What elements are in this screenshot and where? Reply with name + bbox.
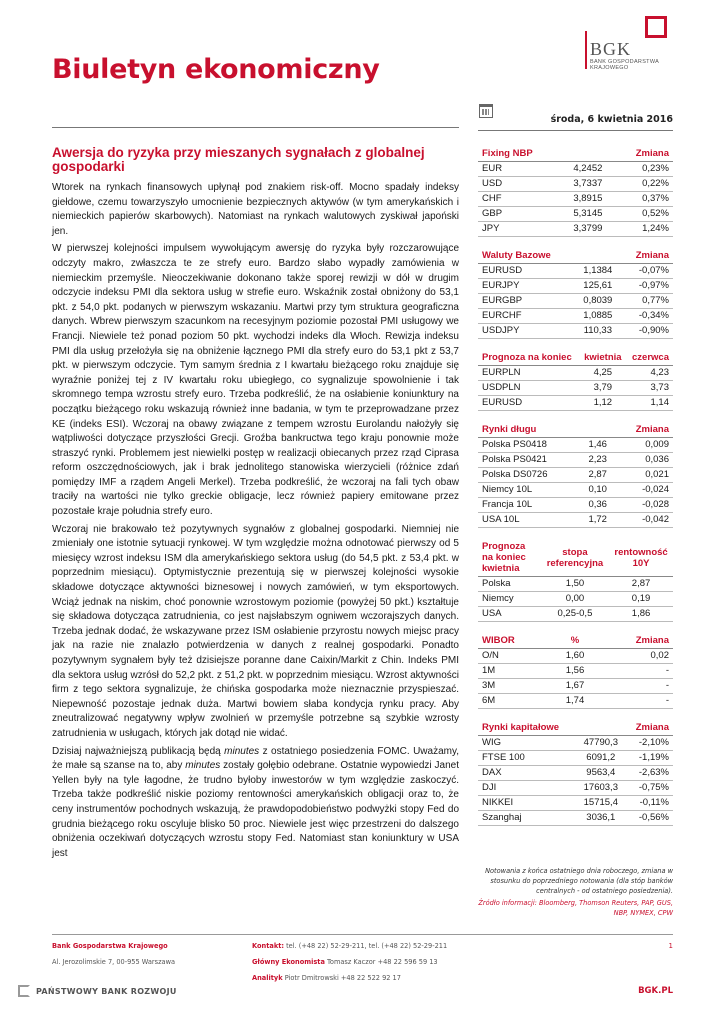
table-row (478, 607, 673, 622)
table-row (478, 396, 673, 411)
debt-cell: 0,10 (579, 483, 616, 498)
rates-cell: Niemcy (478, 592, 541, 607)
rates-cell: 0,00 (541, 592, 609, 607)
fixing-cell: GBP (478, 207, 562, 222)
wibor-cell: 1,74 (551, 694, 599, 709)
wibor-table (478, 633, 673, 709)
notes-source: Źródło informacji: Bloomberg, Thomson Reuters, PAP, GUS, NBP, NYMEX, CPW (478, 899, 673, 917)
calendar-icon (479, 104, 493, 118)
table-row (478, 381, 673, 396)
forecast-cell: 3,73 (626, 381, 673, 396)
table-row (478, 324, 673, 339)
table-row (478, 483, 673, 498)
fx-cell: 0,8039 (575, 294, 622, 309)
debt-cell: USA 10L (478, 513, 579, 528)
table-row (478, 664, 673, 679)
page-number: 1 (668, 942, 673, 950)
equity-cell: -0,75% (625, 781, 673, 796)
pbr-brand (18, 985, 177, 997)
footer-bank (52, 941, 175, 967)
table-row (478, 309, 673, 324)
fixing-cell: 3,7337 (562, 177, 615, 192)
table-row (478, 294, 673, 309)
fx-cell: 110,33 (575, 324, 622, 339)
fx-cell: EURCHF (478, 309, 575, 324)
fixing-cell: 3,3799 (562, 222, 615, 237)
fx-cell: -0,07% (621, 264, 673, 279)
table-row (478, 162, 673, 177)
rates-header-0: Prognoza na koniec kwietnia (478, 539, 541, 577)
table-row (478, 279, 673, 294)
debt-header-2: Zmiana (616, 422, 673, 438)
market-sidebar (478, 146, 673, 826)
equity-cell: -2,10% (625, 736, 673, 751)
footer-bank-name: Bank Gospodarstwa Krajowego (52, 942, 168, 950)
equity-cell: -2,63% (625, 766, 673, 781)
footer-contacts (252, 941, 447, 983)
equity-cell: 15715,4 (576, 796, 625, 811)
debt-cell: 0,009 (616, 438, 673, 453)
table-row (478, 468, 673, 483)
table-row (478, 679, 673, 694)
fx-cell: 1,0885 (575, 309, 622, 324)
equity-cell: DJI (478, 781, 576, 796)
wibor-cell: - (599, 694, 673, 709)
wibor-cell: 1,56 (551, 664, 599, 679)
debt-cell: 1,46 (579, 438, 616, 453)
table-row (478, 811, 673, 826)
rates-table (478, 539, 673, 622)
contact-label: Kontakt: (252, 942, 284, 950)
contact-phones: tel. (+48 22) 52-29-211, tel. (+48 22) 52-29-211 (284, 942, 448, 950)
equity-cell: FTSE 100 (478, 751, 576, 766)
fx-header-1 (575, 248, 622, 264)
wibor-cell: 1,67 (551, 679, 599, 694)
forecast-header-2: czerwca (626, 350, 673, 366)
fx-cell: -0,97% (621, 279, 673, 294)
table-row (478, 207, 673, 222)
equity-header-0: Rynki kapitałowe (478, 720, 576, 736)
debt-cell: -0,042 (616, 513, 673, 528)
debt-cell: Niemcy 10L (478, 483, 579, 498)
fixing-cell: 1,24% (614, 222, 673, 237)
analyst-label: Analityk (252, 974, 283, 982)
wibor-cell: 6M (478, 694, 551, 709)
debt-cell: Polska PS0421 (478, 453, 579, 468)
fx-cell: EURJPY (478, 279, 575, 294)
debt-cell: 2,23 (579, 453, 616, 468)
fx-cell: -0,90% (621, 324, 673, 339)
p4-italic-2: minutes (185, 760, 221, 772)
article (52, 146, 459, 864)
rates-header-1: stopa referencyjna (541, 539, 609, 577)
table-row (478, 438, 673, 453)
table-row (478, 222, 673, 237)
fixing-cell: 0,22% (614, 177, 673, 192)
wibor-header-0: WIBOR (478, 633, 551, 649)
forecast-cell: 1,14 (626, 396, 673, 411)
fixing-cell: JPY (478, 222, 562, 237)
logo-bar (585, 31, 587, 69)
article-headline: Awersja do ryzyka przy mieszanych sygnałach z globalnej gospodarki (52, 145, 425, 174)
article-paragraph-3: Wczoraj nie brakowało też pozytywnych sygnałów z globalnej gospodarki. Niemniej nie zmieniały one istotnie sytuacji rynkowej. W tym względzie można odnotować pierwszy od 5 miesięcy wzrost indeksu ISM dla amerykańskiego sektora usług (do 54,5 pkt. z 53,4 pkt. w poprzednim miesiącu). Optymistycznie prezentują się w pierwszej kolejności wysokie składowe dotyczące aktywności biznesowej i nowych zamówień, w tym eksportowych. Wciąż jednak na niskim, choć ponownie wzrostowym poziomie (powyżej 50 pkt.) kształtuje się składowa dotycząca zatrudnienia, co jest najsłabszym ogniwem wczorajszych danych. Trzeba jednak dodać, że wskazywane przez ISM osłabienie przyrostu nowych miejsc pracy jak na razie nie znalazło potwierdzenia w danych z realnej gospodarki. Ponadto pozytywnym sygnałem były też dzisiejsze poranne dane Caixin/Markit z Chin. Indeks PMI dla sektora usług wzrósł do 52,2 pkt. z 51,2 pkt. w poprzednim miesiącu. Wzrost aktywności firm z tego sektora sygnalizuje, że chińska gospodarka może nieznacznie przyspieszać. Niepewność pozostaje jednak duża. Martwi bowiem słaba kondycja rynku pracy. Aby zneutralizować negatywny wpływ zwolnień w przemyśle potrzebne są szybkie wzrosty zatrudnienia w usługach, których jak dotąd nie widać. (52, 523, 459, 739)
article-paragraph-2: W pierwszej kolejności impulsem wywołującym awersję do ryzyka były rozczarowujące odczyty makro, zwłaszcza te ze strefy euro. Bardzo słabo wypadły zamówienia w niemieckim przemyśle. Nieoczekiwanie dokonano także sporej rewizji w dół w drugim odczycie indeksu PMI dla sektora usług w strefie euro. Wskaźnik został obniżony do 53,1 pkt. z 54,0 pkt. podanych w pierwszym wskazaniu. Martwi przy tym struktura geograficzna danych. Wbrew pierwszym szacunkom na recesyjnym poziomie pozostał PMI usługowy we Francji. Niewiele też ponad poziom 50 pkt. wychodzi indeks dla Włoch. Rewizja indeksu PMI dla usług przełożyła się na obniżenie łącznego PMI dla strefy euro do 53,1 pkt z 53,7 pkt. w pierwszym odczycie. Tym samym średnia z I kwartału bieżącego roku znajduje się wyraźnie poniżej tej z IV kwartału roku ubiegłego, co sygnalizuje spowolnienie i tak skromnego tempa wzrostu strefy euro. Trzeba podkreślić, że na osłabienie koniunktury na początku bieżącego roku wskazują również inne badania, w tym te przeprowadzane przez KE (indeks ESI). Wczoraj na obawy związane z tempem wzrostu Eurolandu nałożyły się wątpliwości dotyczące przyszłości Grecji. Groźba bankructwa tego kraju ponownie może straszyć rynki. Problemem jest niewielki postęp w realizacji obiecanych przez rząd Ciprasa reform oszczędnościowych, jak i brak jednolitego stanowiska wierzycieli (różnice zdań pomiędzy IMF a rządem Angeli Merkel). Trzeba podkreślić, że wczoraj na fali tych obaw traciły na wartości nie tylko greckie obligacje, lecz również papiery emitowane przez pozostałe kraje południa strefy euro. (52, 243, 459, 518)
rates-cell: 1,86 (609, 607, 673, 622)
logo-subtitle: BANK GOSPODARSTWA KRAJOWEGO (590, 59, 659, 71)
debt-cell: 0,36 (579, 498, 616, 513)
rates-cell: 0,19 (609, 592, 673, 607)
debt-cell: 1,72 (579, 513, 616, 528)
fx-cell: -0,34% (621, 309, 673, 324)
fx-header-2: Zmiana (621, 248, 673, 264)
bgk-logo (585, 16, 685, 82)
p4-text-c: zostały gołębio odebrane. Ostatnie wypowiedzi Janet Yellen były na tyle łagodne, że trudno byłoby inwestorów w tym względzie zaskoczyć. Trzeba także podkreślić niskie poziomy rentowności amerykańskich obligacji oraz to, że ceny instrumentów pochodnych wskazują, że prawdopodobieństwo podwyżki stopy Fed do grudnia bieżącego roku oscyluje blisko 50 proc. Niewiele jest więc przestrzeni do dalszego obniżenia oczekiwań dotyczących wzrostu stopy Fed. Natomiast stan koniunktury w USA jest (52, 760, 460, 859)
wibor-cell: 3M (478, 679, 551, 694)
fixing-cell: 0,37% (614, 192, 673, 207)
pbr-logo-icon (18, 985, 30, 997)
equity-cell: 6091,2 (576, 751, 625, 766)
table-row (478, 736, 673, 751)
rates-header-2: rentowność 10Y (609, 539, 673, 577)
fixing-cell: USD (478, 177, 562, 192)
equity-cell: -0,11% (625, 796, 673, 811)
table-row (478, 751, 673, 766)
equity-header-2: Zmiana (625, 720, 673, 736)
fx-cell: EURGBP (478, 294, 575, 309)
logo-square-icon (645, 16, 667, 38)
fixing-header-0: Fixing NBP (478, 146, 562, 162)
equity-cell: DAX (478, 766, 576, 781)
website-link[interactable]: BGK.PL (638, 986, 673, 996)
debt-header-0: Rynki długu (478, 422, 579, 438)
forecast-cell: 1,12 (579, 396, 626, 411)
equity-cell: -0,56% (625, 811, 673, 826)
debt-cell: Francja 10L (478, 498, 579, 513)
debt-cell: Polska PS0418 (478, 438, 579, 453)
debt-cell: 0,021 (616, 468, 673, 483)
debt-cell: 2,87 (579, 468, 616, 483)
fx-cell: USDJPY (478, 324, 575, 339)
wibor-cell: 1M (478, 664, 551, 679)
fx-table (478, 248, 673, 339)
p4-text-b: z ostatniego posiedzenia FOMC. Uważamy, że małe są szanse na to, aby (52, 745, 459, 772)
footer-divider (52, 934, 673, 935)
wibor-cell: - (599, 679, 673, 694)
article-paragraph-4 (52, 745, 459, 862)
debt-cell: -0,028 (616, 498, 673, 513)
equity-cell: Szanghaj (478, 811, 576, 826)
table-row (478, 453, 673, 468)
chief-economist: Tomasz Kaczor +48 22 596 59 13 (324, 958, 438, 966)
analyst: Piotr Dmitrowski +48 22 522 92 17 (282, 974, 401, 982)
table-row (478, 177, 673, 192)
fixing-cell: 4,2452 (562, 162, 615, 177)
equity-cell: WIG (478, 736, 576, 751)
p4-italic-1: minutes (224, 745, 260, 757)
wibor-cell: 1,60 (551, 649, 599, 664)
rates-cell: 2,87 (609, 577, 673, 592)
fixing-header-1 (562, 146, 615, 162)
debt-header-1 (579, 422, 616, 438)
table-row (478, 192, 673, 207)
fx-cell: 0,77% (621, 294, 673, 309)
table-row (478, 577, 673, 592)
forecast-cell: 4,25 (579, 366, 626, 381)
equity-cell: 17603,3 (576, 781, 625, 796)
notes-text: Notowania z końca ostatniego dnia roboczego, zmiana w stosunku do poprzedniego notowania (dla stóp banków centralnych - od ostatniego posiedzenia). (485, 867, 673, 895)
table-row (478, 498, 673, 513)
wibor-header-1: % (551, 633, 599, 649)
fixing-cell: CHF (478, 192, 562, 207)
logo-name: BGK (590, 39, 632, 59)
table-row (478, 264, 673, 279)
rates-cell: USA (478, 607, 541, 622)
equity-cell: NIKKEI (478, 796, 576, 811)
fx-cell: 125,61 (575, 279, 622, 294)
equity-cell: 9563,4 (576, 766, 625, 781)
table-row (478, 649, 673, 664)
pbr-label: PAŃSTWOWY BANK ROZWOJU (36, 986, 177, 996)
forecast-header-1: kwietnia (579, 350, 626, 366)
fixing-cell: 5,3145 (562, 207, 615, 222)
fixing-header-2: Zmiana (614, 146, 673, 162)
table-row (478, 796, 673, 811)
forecast-cell: EURPLN (478, 366, 579, 381)
equity-table (478, 720, 673, 826)
forecast-table (478, 350, 673, 411)
rates-cell: Polska (478, 577, 541, 592)
forecast-cell: 4,23 (626, 366, 673, 381)
footer-address: Al. Jerozolimskie 7, 00-955 Warszawa (52, 958, 176, 966)
equity-cell: -1,19% (625, 751, 673, 766)
rates-cell: 1,50 (541, 577, 609, 592)
table-row (478, 766, 673, 781)
debt-cell: Polska DS0726 (478, 468, 579, 483)
table-row (478, 694, 673, 709)
wibor-cell: O/N (478, 649, 551, 664)
header-divider (52, 127, 459, 128)
table-row (478, 592, 673, 607)
equity-cell: 3036,1 (576, 811, 625, 826)
table-notes (478, 866, 673, 918)
forecast-header-0: Prognoza na koniec (478, 350, 579, 366)
fx-cell: EURUSD (478, 264, 575, 279)
debt-cell: -0,024 (616, 483, 673, 498)
fixing-cell: 3,8915 (562, 192, 615, 207)
chief-label: Główny Ekonomista (252, 958, 325, 966)
fixing-cell: EUR (478, 162, 562, 177)
fixing-cell: 0,23% (614, 162, 673, 177)
wibor-cell: - (599, 664, 673, 679)
equity-header-1 (576, 720, 625, 736)
fixing-cell: 0,52% (614, 207, 673, 222)
fx-header-0: Waluty Bazowe (478, 248, 575, 264)
table-row (478, 781, 673, 796)
p4-text-a: Dzisiaj najważniejszą publikacją będą (52, 745, 225, 757)
debt-cell: 0,036 (616, 453, 673, 468)
fixing-table (478, 146, 673, 237)
rates-cell: 0,25-0,5 (541, 607, 609, 622)
bulletin-title: Biuletyn ekonomiczny (52, 54, 380, 85)
forecast-cell: EURUSD (478, 396, 579, 411)
article-paragraph-1: Wtorek na rynkach finansowych upłynął pod znakiem risk-off. Mocno spadały indeksy giełdowe, czemu towarzyszyło umocnienie bezpiecznych aktywów (w tym amerykańskich i niemieckich papierów skarbowych). Natomiast na rynkach walutowych zyskiwał japoński jen. (52, 182, 459, 237)
table-row (478, 513, 673, 528)
equity-cell: 47790,3 (576, 736, 625, 751)
forecast-cell: 3,79 (579, 381, 626, 396)
sidebar-divider (478, 130, 673, 131)
forecast-cell: USDPLN (478, 381, 579, 396)
fx-cell: 1,1384 (575, 264, 622, 279)
debt-table (478, 422, 673, 528)
wibor-header-2: Zmiana (599, 633, 673, 649)
wibor-cell: 0,02 (599, 649, 673, 664)
table-row (478, 366, 673, 381)
issue-date: środa, 6 kwietnia 2016 (550, 114, 673, 125)
